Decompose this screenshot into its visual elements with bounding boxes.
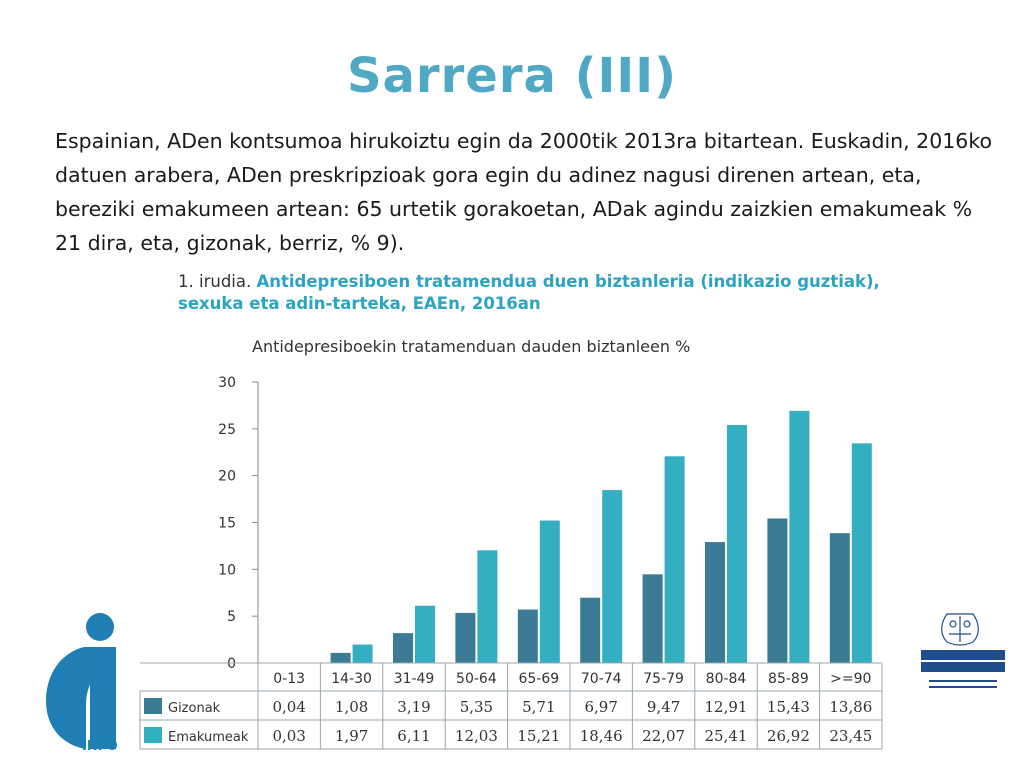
figure-number: 1. irudia. <box>178 272 251 291</box>
legend-swatch-gizonak <box>144 698 162 714</box>
y-tick-label: 15 <box>218 516 236 532</box>
bar-gizonak <box>830 533 850 663</box>
bar-gizonak <box>518 610 538 663</box>
bar-emakumeak <box>415 606 435 663</box>
data-value-label: 1,97 <box>335 727 368 745</box>
x-category-label: 31-49 <box>394 671 435 687</box>
x-category-label: 65-69 <box>518 671 559 687</box>
bar-gizonak <box>643 574 663 663</box>
data-value-label: 18,46 <box>580 727 623 745</box>
bar-emakumeak <box>602 490 622 663</box>
bar-gizonak <box>705 542 725 663</box>
data-value-label: 6,11 <box>397 727 430 745</box>
body-paragraph: Espainian, ADen kontsumoa hirukoiztu egin da 2000tik 2013ra bitartean. Euskadin, 2016ko datuen arabera, ADen preskripzioak gora egin du adinez nagusi direnen artean, eta, bereziki emakumeen artean: 65 urtetik gorakoetan, ADak agindu zaizkien emakumeak % 21 dira, eta, gizonak, berriz, % 9). <box>55 124 995 260</box>
bar-emakumeak <box>477 550 497 663</box>
data-value-label: 15,43 <box>767 698 810 716</box>
bar-gizonak <box>767 518 787 663</box>
bar-emakumeak <box>852 443 872 663</box>
bar-emakumeak <box>789 411 809 663</box>
data-value-label: 5,71 <box>522 698 555 716</box>
bar-gizonak <box>455 613 475 663</box>
bar-emakumeak <box>727 425 747 663</box>
x-category-label: 0-13 <box>273 671 305 687</box>
bar-gizonak <box>580 598 600 663</box>
figure-title: Antidepresiboen tratamendua duen biztanleria (indikazio guztiak), sexuka eta adin-tarteka, EAEn, 2016an <box>178 272 880 313</box>
x-category-label: 80-84 <box>706 671 747 687</box>
x-category-label: 75-79 <box>643 671 684 687</box>
legend-swatch-emakumeak <box>144 727 162 743</box>
data-value-label: 25,41 <box>705 727 748 745</box>
x-category-label: 85-89 <box>768 671 809 687</box>
y-tick-label: 0 <box>227 656 236 672</box>
info-logo-text: INFO <box>82 739 118 754</box>
x-category-label: 70-74 <box>581 671 622 687</box>
data-value-label: 22,07 <box>642 727 685 745</box>
data-value-label: 3,19 <box>397 698 430 716</box>
y-tick-label: 25 <box>218 422 236 438</box>
x-category-label: 50-64 <box>456 671 497 687</box>
x-category-label: >=90 <box>830 671 871 687</box>
data-value-label: 0,03 <box>272 727 305 745</box>
data-value-label: 12,91 <box>705 698 748 716</box>
bar-emakumeak <box>353 645 373 663</box>
data-value-label: 15,21 <box>517 727 560 745</box>
data-value-label: 23,45 <box>829 727 872 745</box>
bar-gizonak <box>393 633 413 663</box>
bar-gizonak <box>331 653 351 663</box>
chart-title: Antidepresiboekin tratamenduan dauden biztanleen % <box>252 337 690 356</box>
data-value-label: 0,04 <box>272 698 305 716</box>
legend-label-emakumeak: Emakumeak <box>168 730 249 745</box>
y-tick-label: 20 <box>218 469 236 485</box>
data-value-label: 6,97 <box>584 698 617 716</box>
data-value-label: 12,03 <box>455 727 498 745</box>
y-tick-label: 5 <box>227 609 236 625</box>
bar-emakumeak <box>540 521 560 663</box>
slide-title: Sarrera (III) <box>0 48 1024 104</box>
data-value-label: 1,08 <box>335 698 368 716</box>
y-tick-label: 10 <box>218 562 236 578</box>
data-value-label: 26,92 <box>767 727 810 745</box>
bar-emakumeak <box>665 456 685 663</box>
legend-label-gizonak: Gizonak <box>168 701 221 716</box>
x-category-label: 14-30 <box>331 671 372 687</box>
data-value-label: 9,47 <box>647 698 680 716</box>
data-value-label: 13,86 <box>829 698 872 716</box>
data-value-label: 5,35 <box>460 698 493 716</box>
y-tick-label: 30 <box>218 375 236 391</box>
